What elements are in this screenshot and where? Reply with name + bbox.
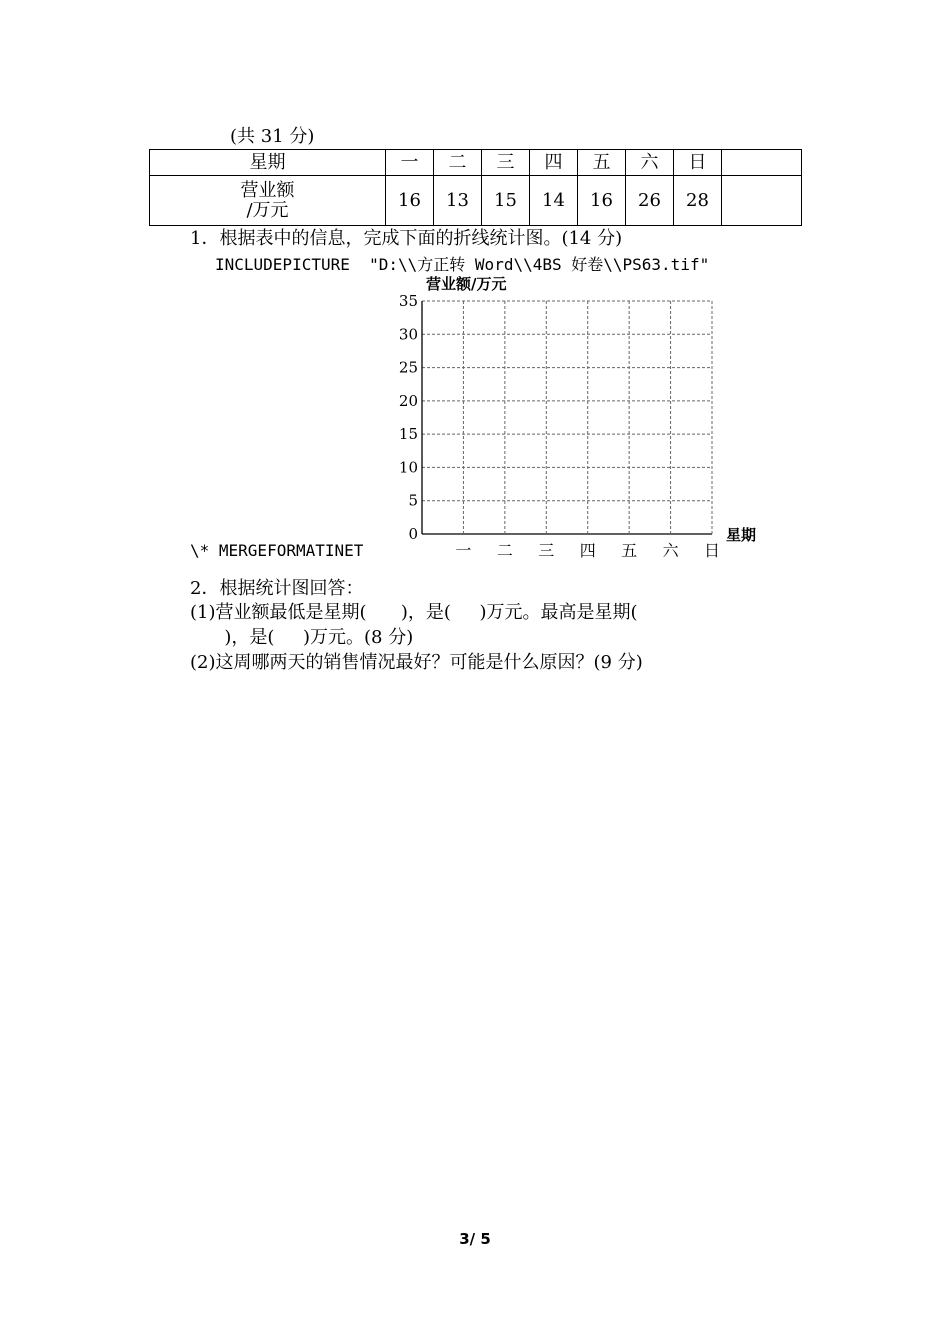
question-1: 1．根据表中的信息，完成下面的折线统计图。(14 分) <box>190 228 623 249</box>
y-tick-label: 5 <box>408 491 418 510</box>
sales-table <box>149 149 802 226</box>
y-tick-label: 10 <box>398 458 418 477</box>
question-2: 2．根据统计图回答： <box>190 578 364 599</box>
question-2-1-line1: (1)营业额最低是星期( )，是( )万元。最高是星期( <box>190 602 638 623</box>
value-cell: 16 <box>578 176 626 226</box>
value-cell: 14 <box>530 176 578 226</box>
value-cell: 26 <box>626 176 674 226</box>
table-row-values <box>150 176 802 226</box>
row-label-revenue <box>150 176 386 226</box>
y-tick-label: 0 <box>408 525 418 543</box>
question-2-1-line2: )，是( )万元。(8 分) <box>190 627 414 648</box>
row-label-day: 星期 <box>150 150 386 176</box>
x-tick-label: 二 <box>496 541 513 560</box>
day-cell: 二 <box>434 150 482 176</box>
day-cell <box>722 150 802 176</box>
y-tick-label: 30 <box>398 325 418 344</box>
value-cell: 15 <box>482 176 530 226</box>
day-cell: 四 <box>530 150 578 176</box>
value-cell: 13 <box>434 176 482 226</box>
row-label-revenue-line1: 营业额 <box>240 179 295 201</box>
question-2-2: (2)这周哪两天的销售情况最好？可能是什么原因？(9 分) <box>190 652 643 673</box>
x-tick-label: 三 <box>538 541 555 560</box>
line-chart-grid <box>380 270 780 565</box>
value-cell: 16 <box>386 176 434 226</box>
x-tick-label: 一 <box>455 541 472 560</box>
x-tick-label: 四 <box>579 541 596 560</box>
day-cell: 三 <box>482 150 530 176</box>
row-label-revenue-line2: /万元 <box>246 199 289 221</box>
page-number: 3/ 5 <box>459 1230 491 1248</box>
day-cell: 一 <box>386 150 434 176</box>
x-tick-label: 六 <box>662 541 679 560</box>
y-tick-label: 25 <box>398 358 418 377</box>
day-cell: 六 <box>626 150 674 176</box>
y-tick-label: 35 <box>398 292 418 310</box>
day-cell: 五 <box>578 150 626 176</box>
field-code-mergeformat: \* MERGEFORMATINET <box>190 541 364 560</box>
x-tick-labels <box>455 541 720 560</box>
field-code-include: INCLUDEPICTURE "D:\\方正转 Word\\4BS 好卷\\PS63.tif" <box>215 255 710 274</box>
table-row-days <box>150 150 802 176</box>
y-tick-labels <box>399 292 418 543</box>
x-tick-label: 五 <box>621 541 638 560</box>
score-intro: (共 31 分) <box>230 126 315 147</box>
y-axis-label: 营业额/万元 <box>426 275 507 293</box>
value-cell: 28 <box>674 176 722 226</box>
day-cell: 日 <box>674 150 722 176</box>
y-tick-label: 20 <box>398 391 418 410</box>
chart-grid-lines <box>422 301 712 534</box>
x-axis-label: 星期 <box>726 526 757 544</box>
value-cell <box>722 176 802 226</box>
y-tick-label: 15 <box>398 425 418 444</box>
x-tick-label: 日 <box>703 541 721 560</box>
